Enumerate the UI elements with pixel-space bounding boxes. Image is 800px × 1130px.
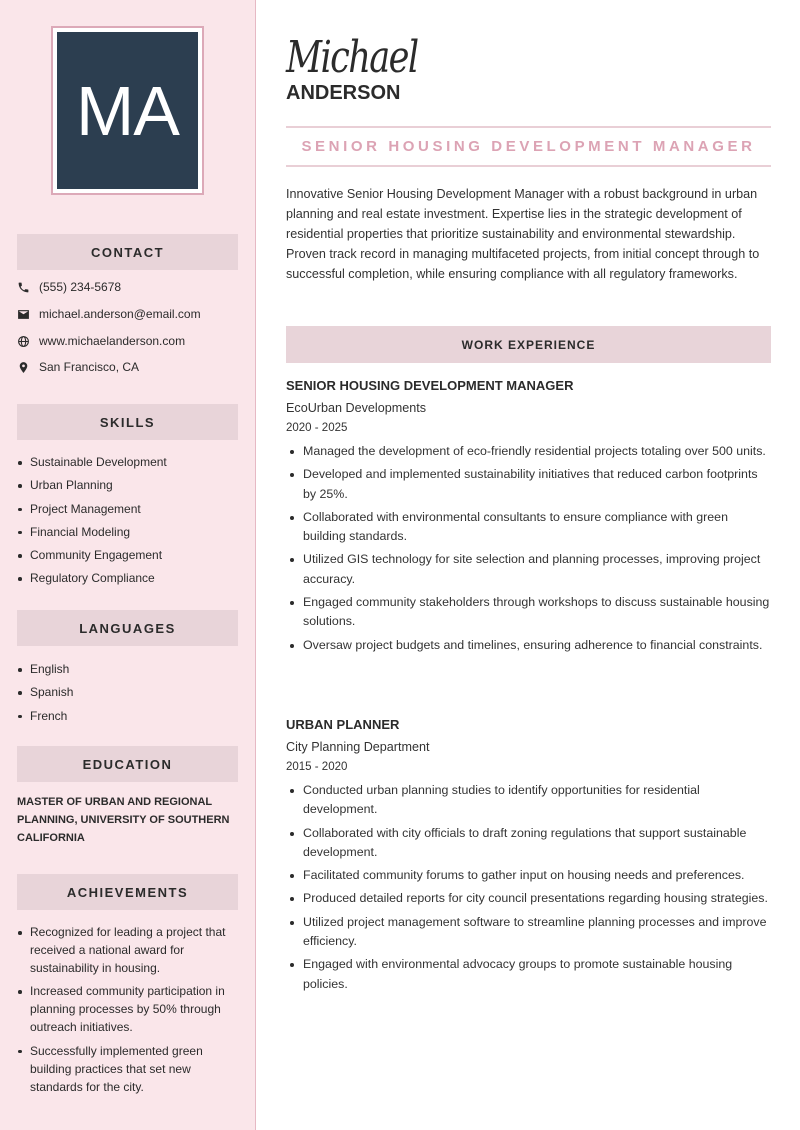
contact-phone — [17, 280, 121, 294]
contact-location — [17, 360, 139, 374]
job-bullet: Collaborated with environmental consultants to ensure compliance with green building standards. — [286, 508, 771, 547]
achievement-item: Successfully implemented green building practices that set new standards for the city. — [17, 1042, 232, 1096]
job-bullet: Managed the development of eco-friendly residential projects totaling over 500 units. — [286, 442, 771, 461]
job-bullets — [286, 781, 771, 994]
phone-icon — [17, 281, 30, 294]
language-item: French — [17, 707, 242, 725]
job-dates: 2015 - 2020 — [286, 761, 348, 773]
work-experience-heading: WORK EXPERIENCE — [286, 326, 771, 363]
contact-heading: CONTACT — [17, 234, 238, 270]
job-dates: 2020 - 2025 — [286, 422, 348, 434]
language-item: Spanish — [17, 683, 242, 701]
location-pin-icon — [17, 361, 30, 374]
job-bullet: Conducted urban planning studies to identify opportunities for residential development. — [286, 781, 771, 820]
languages-list — [17, 660, 242, 730]
job-bullet: Utilized project management software to streamline planning processes and improve efficiency. — [286, 913, 771, 952]
skill-item: Project Management — [17, 500, 242, 518]
skill-item: Sustainable Development — [17, 453, 242, 471]
skill-item: Financial Modeling — [17, 523, 242, 541]
achievements-heading: ACHIEVEMENTS — [17, 874, 238, 910]
job-title: SENIOR HOUSING DEVELOPMENT MANAGER — [286, 378, 574, 393]
job-bullet: Engaged with environmental advocacy groups to promote sustainable housing policies. — [286, 955, 771, 994]
job-bullet: Utilized GIS technology for site selection and planning processes, improving project accuracy. — [286, 550, 771, 589]
job-bullet: Developed and implemented sustainability initiatives that reduced carbon footprints by 25%. — [286, 465, 771, 504]
job-bullet: Facilitated community forums to gather input on housing needs and preferences. — [286, 866, 771, 885]
job-company: EcoUrban Developments — [286, 401, 427, 415]
achievement-item: Recognized for leading a project that received a national award for sustainability in housing. — [17, 923, 232, 977]
last-name: ANDERSON — [286, 82, 401, 104]
job-bullet: Oversaw project budgets and timelines, ensuring adherence to financial constraints. — [286, 636, 771, 655]
job-2 — [286, 717, 771, 998]
job-bullet: Engaged community stakeholders through workshops to discuss sustainable housing solutions. — [286, 593, 771, 632]
skills-heading: SKILLS — [17, 404, 238, 440]
job-1 — [286, 378, 771, 659]
skill-item: Community Engagement — [17, 546, 242, 564]
job-title: SENIOR HOUSING DEVELOPMENT MANAGER — [286, 126, 771, 167]
skill-item: Urban Planning — [17, 476, 242, 494]
globe-icon — [17, 335, 30, 348]
contact-text: San Francisco, CA — [39, 360, 140, 374]
education-heading: EDUCATION — [17, 746, 238, 782]
sidebar — [0, 0, 256, 1130]
languages-heading: LANGUAGES — [17, 610, 238, 646]
language-item: English — [17, 660, 242, 678]
contact-website — [17, 334, 185, 348]
skills-list — [17, 453, 242, 593]
achievements-list — [17, 923, 232, 1101]
monogram: MA — [57, 32, 198, 189]
monogram-frame — [51, 26, 204, 195]
first-name: Michael — [286, 32, 418, 83]
education-degree: MASTER OF URBAN AND REGIONAL PLANNING, UNIVERSITY OF SOUTHERN CALIFORNIA — [17, 796, 230, 844]
contact-text: (555) 234-5678 — [39, 280, 122, 294]
job-bullets — [286, 442, 771, 655]
job-title: URBAN PLANNER — [286, 717, 400, 732]
contact-text[interactable]: michael.anderson@email.com — [39, 307, 201, 321]
mail-icon — [17, 308, 30, 321]
contact-text[interactable]: www.michaelanderson.com — [39, 334, 186, 348]
job-bullet: Produced detailed reports for city council presentations regarding housing strategies. — [286, 889, 771, 908]
job-bullet: Collaborated with city officials to draft zoning regulations that support sustainable development. — [286, 824, 771, 863]
summary: Innovative Senior Housing Development Manager with a robust background in urban planning and real estate investment. Expertise lies in the strategic development of residential properties that prioritize sustainability and environmental stewardship. Proven track record in managing multifaceted projects, from initial concept through to successful completion, while ensuring compliance with all regulatory frameworks. — [286, 187, 760, 281]
achievement-item: Increased community participation in planning processes by 50% through outreach initiatives. — [17, 982, 232, 1036]
job-company: City Planning Department — [286, 740, 430, 754]
skill-item: Regulatory Compliance — [17, 569, 242, 587]
contact-email — [17, 307, 201, 321]
